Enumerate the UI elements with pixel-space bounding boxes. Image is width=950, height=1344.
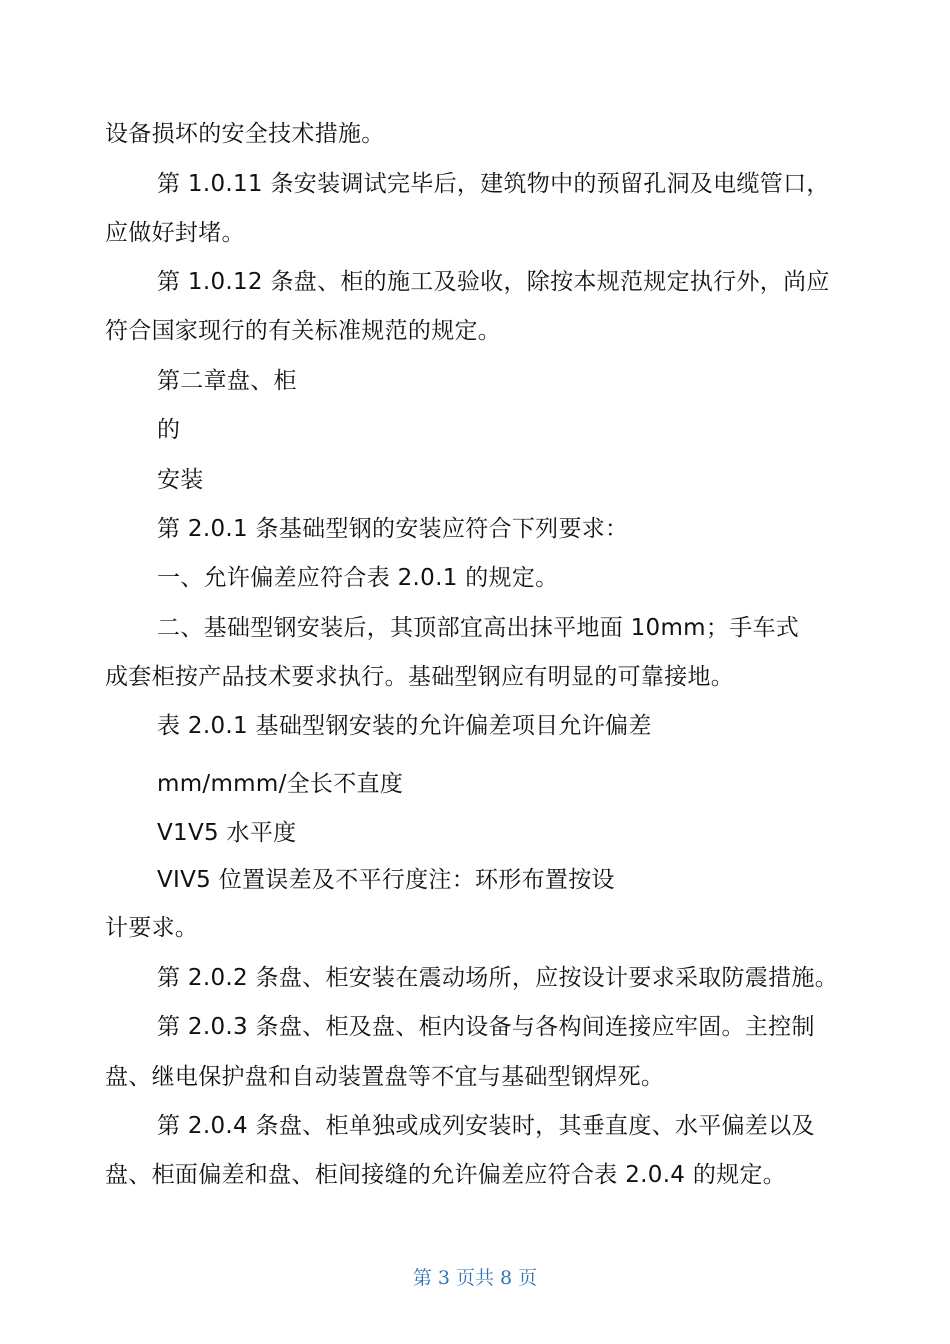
chapter-heading: 安装 [157, 467, 204, 493]
text-line: 第 1.0.11 条安装调试完毕后，建筑物中的预留孔洞及电缆管口， [157, 171, 830, 197]
text-line: 一、允许偏差应符合表 2.0.1 的规定。 [157, 565, 559, 591]
table-text: VIV5 位置误差及不平行度注：环形布置按设 [157, 867, 615, 893]
chapter-heading: 的 [157, 417, 181, 443]
table-caption: 表 2.0.1 基础型钢安装的允许偏差项目允许偏差 [157, 713, 652, 739]
table-text: mm/mmm/全长不直度 [157, 771, 404, 797]
text-line: 二、基础型钢安装后，其顶部宜高出抹平地面 10mm；手车式 [157, 615, 800, 641]
text-line: 计要求。 [105, 915, 199, 941]
text-line: 第 2.0.2 条盘、柜安装在震动场所，应按设计要求采取防震措施。 [157, 965, 839, 991]
table-text: V1V5 水平度 [157, 820, 297, 846]
page-number-footer: 第 3 页共 8 页 [412, 1267, 538, 1289]
text-line: 盘、柜面偏差和盘、柜间接缝的允许偏差应符合表 2.0.4 的规定。 [105, 1162, 787, 1188]
text-line: 设备损坏的安全技术措施。 [105, 121, 385, 147]
text-line: 第 2.0.1 条基础型钢的安装应符合下列要求： [157, 516, 629, 542]
text-line: 盘、继电保护盘和自动装置盘等不宜与基础型钢焊死。 [105, 1064, 665, 1090]
chapter-heading: 第二章盘、柜 [157, 368, 297, 394]
text-line: 第 1.0.12 条盘、柜的施工及验收，除按本规范规定执行外，尚应 [157, 269, 830, 295]
text-line: 应做好封堵。 [105, 220, 245, 246]
text-line: 符合国家现行的有关标准规范的规定。 [105, 318, 502, 344]
text-line: 第 2.0.4 条盘、柜单独或成列安装时，其垂直度、水平偏差以及 [157, 1113, 815, 1139]
text-line: 成套柜按产品技术要求执行。基础型钢应有明显的可靠接地。 [105, 664, 735, 690]
text-line: 第 2.0.3 条盘、柜及盘、柜内设备与各构间连接应牢固。主控制 [157, 1014, 815, 1040]
